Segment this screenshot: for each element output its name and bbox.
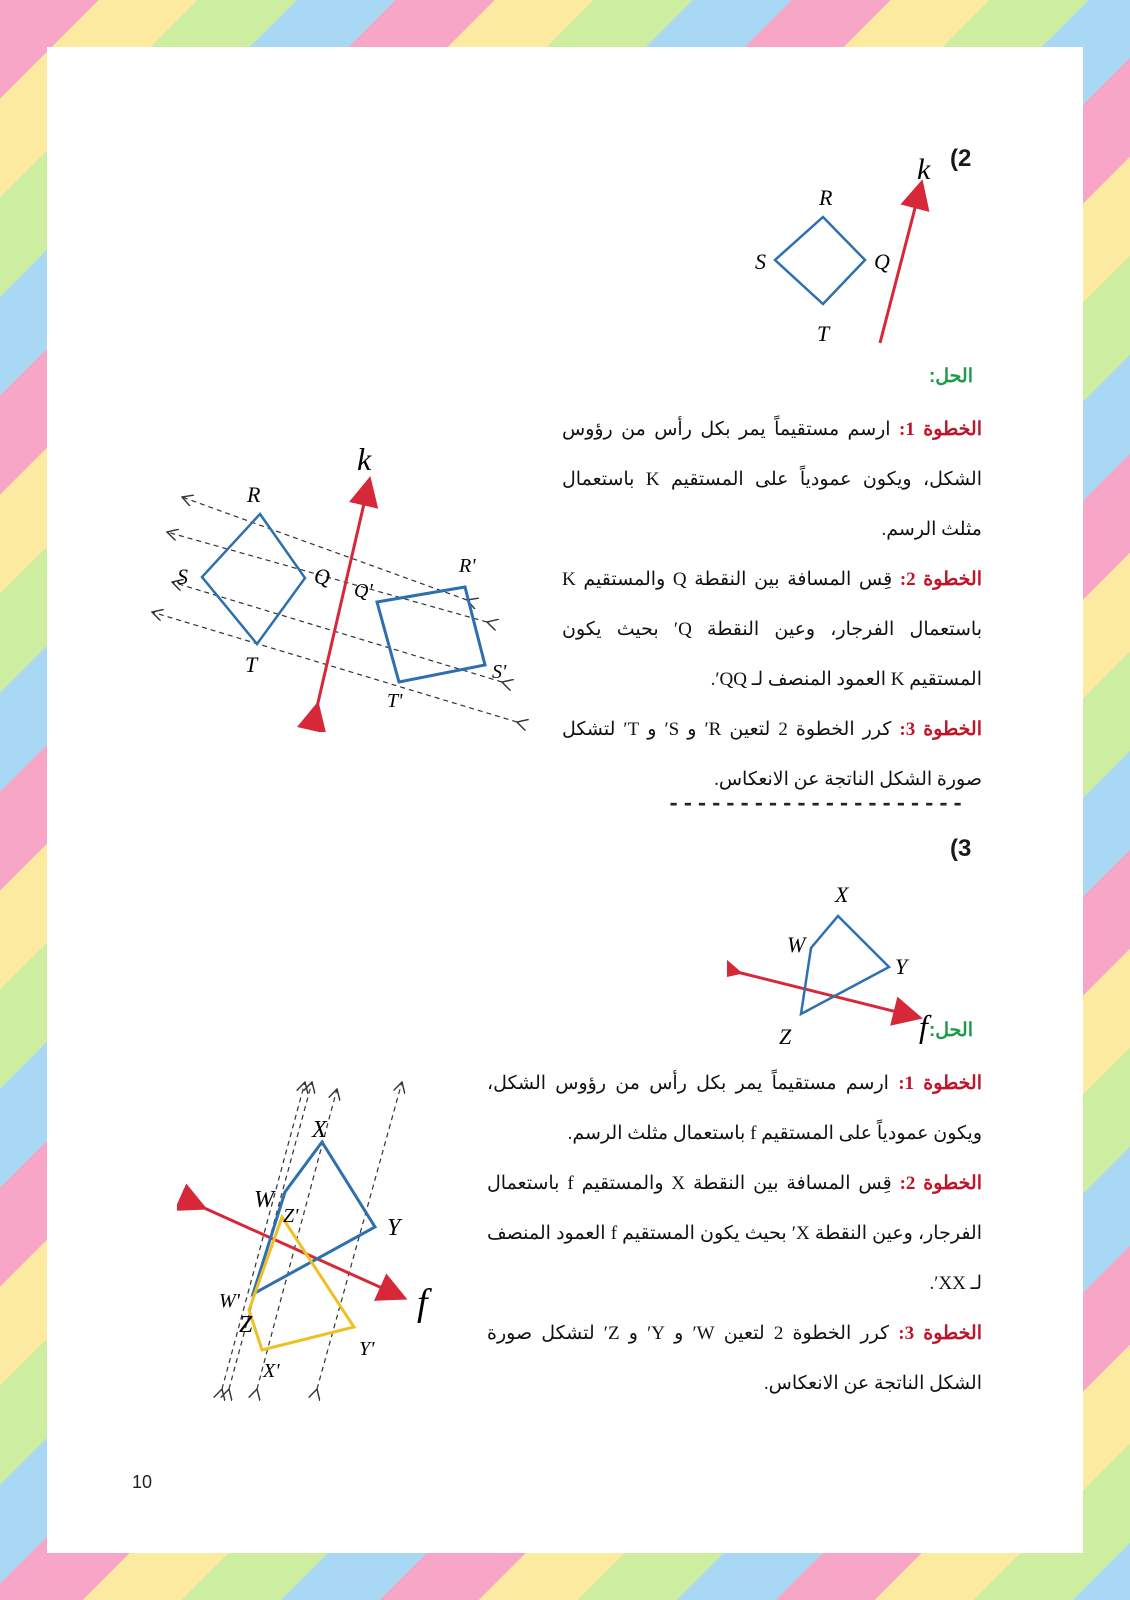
section-separator: --------------------- <box>667 792 966 817</box>
square-image <box>377 587 485 682</box>
problem-3-solution-heading: الحل: <box>928 1020 973 1041</box>
sol-label-k: k <box>357 441 372 477</box>
problem-3-solution-figure <box>177 1067 497 1407</box>
step-2-text: قِس المسافة بين النقطة X والمستقيم f باستعمال الفرجار، وعين النقطة X′ بحيث يكون المستقيم f العمود المنصف لـ XX′. <box>487 1173 982 1294</box>
sol-label-y: Y <box>387 1215 401 1241</box>
problem-3-step-1 <box>487 1059 982 1159</box>
problem-2-solution-figure <box>147 432 547 732</box>
problem-3-step-2 <box>487 1159 982 1309</box>
square-original <box>202 514 305 644</box>
label-t: T <box>817 321 830 346</box>
step-2-label: الخطوة 2: <box>899 1173 982 1194</box>
label-k: k <box>917 153 931 186</box>
quad-image <box>249 1217 354 1350</box>
sol-label-q: Q <box>314 564 330 589</box>
step-1-label: الخطوة 1: <box>898 1073 982 1094</box>
perp-line-s <box>172 582 502 682</box>
sol-label-wp: W' <box>219 1290 240 1312</box>
step-2-text: قِس المسافة بين النقطة Q والمستقيم K باستعمال الفرجار، وعين النقطة Q′ بحيث يكون المستقيم K العمود المنصف لـ QQ′. <box>562 569 982 690</box>
sol-label-w: W <box>254 1187 274 1213</box>
sol-label-r: R <box>247 482 261 507</box>
label-s: S <box>755 249 766 274</box>
label-z: Z <box>779 1024 792 1049</box>
problem-3-number: (3 <box>950 835 972 862</box>
sol-label-x: X <box>312 1117 327 1143</box>
label-y: Y <box>895 954 908 979</box>
sol-label-f: f <box>417 1282 428 1324</box>
sol-label-z: Z <box>239 1312 253 1338</box>
problem-2-solution-heading: الحل: <box>928 366 973 387</box>
problem-2-number: (2 <box>950 145 972 172</box>
step-2-label: الخطوة 2: <box>899 569 982 590</box>
problem-2-figure <box>747 147 987 347</box>
label-x: X <box>835 882 849 907</box>
label-f: f <box>919 1008 928 1044</box>
label-r: R <box>819 185 833 210</box>
page-number: 10 <box>132 1472 153 1492</box>
sol-label-s: S <box>177 564 188 589</box>
step-3-text: كرر الخطوة 2 لتعين W′ و Y′ و Z′ لتشكل صورة الشكل الناتجة عن الانعكاس. <box>487 1323 982 1394</box>
sol-label-zp: Z' <box>283 1205 299 1227</box>
step-3-text: كرر الخطوة 2 لتعين R′ و S′ و T′ لتشكل صورة الشكل الناتجة عن الانعكاس. <box>562 719 982 790</box>
sol-label-xp: X' <box>263 1360 280 1382</box>
worksheet-page <box>47 47 1083 1553</box>
label-q: Q <box>874 249 890 274</box>
quad-original <box>253 1142 375 1294</box>
sol-label-sp: S' <box>492 661 507 683</box>
sol-label-tp: T' <box>387 690 403 712</box>
sol-label-qp: Q' <box>354 580 373 602</box>
problem-2-steps <box>562 405 982 805</box>
step-1-label: الخطوة 1: <box>899 419 982 440</box>
problem-2-step-3 <box>562 705 982 805</box>
label-w: W <box>787 932 806 957</box>
step-1-text: ارسم مستقيماً يمر بكل رأس من رؤوس الشكل، ويكون عمودياً على المستقيم f باستعمال مثلث الرسم. <box>487 1073 982 1144</box>
step-1-text: ارسم مستقيماً يمر بكل رأس من رؤوس الشكل، ويكون عمودياً على المستقيم K باستعمال مثلث الرسم. <box>562 419 982 540</box>
sol-label-yp: Y' <box>359 1338 375 1360</box>
problem-2-step-1 <box>562 405 982 555</box>
step-3-label: الخطوة 3: <box>898 1323 982 1344</box>
problem-2-step-2 <box>562 555 982 705</box>
sol-label-rp: R' <box>459 555 476 577</box>
line-f <box>737 972 917 1017</box>
square-rsqt <box>775 217 865 304</box>
sol-label-t: T <box>245 652 258 677</box>
step-3-label: الخطوة 3: <box>899 719 982 740</box>
problem-3-steps <box>487 1059 982 1409</box>
problem-3-step-3 <box>487 1309 982 1409</box>
